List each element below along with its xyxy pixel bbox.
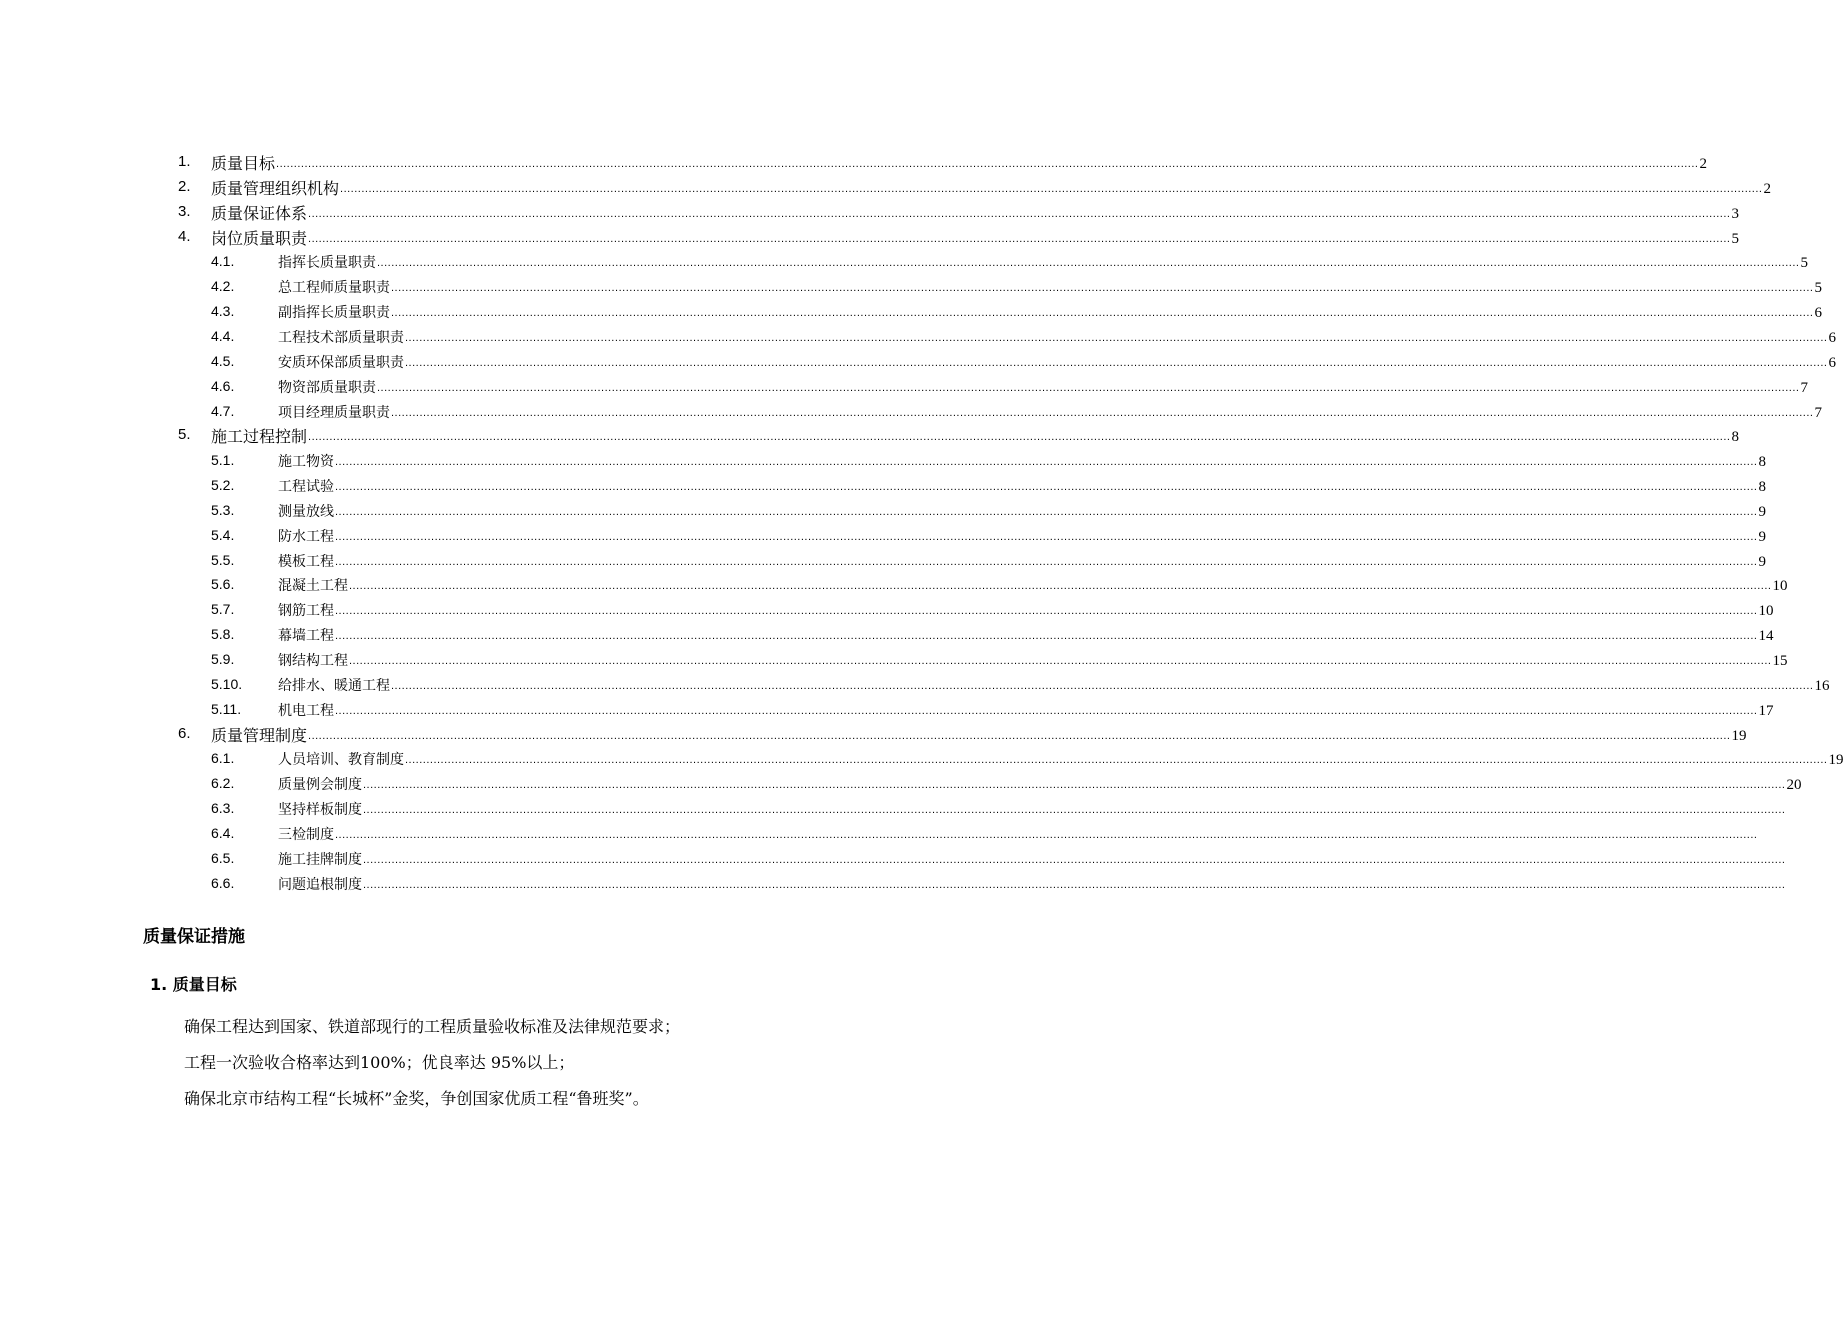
toc-entry-number: 4.4. — [211, 327, 235, 344]
toc-leader-dots: ................................................................................................................................................................................................................................................................................................................................................................................................................ — [391, 307, 1814, 320]
toc-entry-page: 10 — [1772, 578, 1788, 595]
toc-entry-number: 5.4. — [211, 526, 235, 543]
toc-entry-title: 钢结构工程 — [278, 653, 348, 669]
toc-entry[interactable] — [211, 325, 1836, 347]
toc-leader-dots: ................................................................................................................................................................................................................................................................................................................................................................................................................ — [308, 431, 1731, 444]
toc-leader-dots: ................................................................................................................................................................................................................................................................................................................................................................................................................ — [276, 158, 1699, 170]
toc-entry-title: 安质环保部质量职责 — [278, 354, 404, 371]
toc-entry-title: 三检制度 — [278, 826, 334, 843]
paragraph: 工程一次验收合格率达到100%；优良率达 95%以上； — [184, 1053, 575, 1072]
toc-entry-title: 幕墙工程 — [278, 628, 334, 645]
toc-entry-page: 6 — [1828, 329, 1836, 346]
toc-leader-dots: ................................................................................................................................................................................................................................................................................................................................................................................................................ — [349, 655, 1772, 667]
toc-entry[interactable] — [211, 573, 1788, 595]
toc-entry-title: 防水工程 — [278, 528, 334, 545]
toc-entry[interactable] — [178, 201, 1739, 223]
toc-entry-title: 模板工程 — [278, 553, 334, 570]
toc-entry-title: 指挥长质量职责 — [278, 255, 376, 272]
toc-entry[interactable] — [211, 474, 1766, 496]
toc-entry-number: 4. — [178, 227, 191, 245]
toc-entry-number: 5.10. — [211, 675, 243, 692]
toc-entry-page: 9 — [1758, 553, 1766, 570]
toc-entry-page: 14 — [1758, 628, 1774, 645]
toc-entry[interactable] — [211, 275, 1822, 297]
toc-entry[interactable] — [211, 872, 1786, 894]
toc-entry[interactable] — [178, 723, 1747, 745]
toc-entry-title: 人员培训、教育制度 — [278, 752, 404, 769]
toc-entry-number: 5.5. — [211, 551, 235, 568]
toc-entry-number: 6.1. — [211, 750, 235, 767]
toc-entry[interactable] — [211, 300, 1822, 322]
toc-entry[interactable] — [211, 797, 1786, 819]
toc-entry-number: 5.8. — [211, 626, 235, 643]
toc-entry-page: 2 — [1763, 180, 1771, 197]
toc-entry-number: 4.1. — [211, 253, 235, 270]
toc-entry-title: 施工过程控制 — [211, 427, 308, 447]
toc-entry-number: 5.3. — [211, 501, 235, 518]
toc-entry-number: 4.2. — [211, 278, 235, 295]
toc-entry-number: 5.1. — [211, 452, 235, 469]
toc-leader-dots: ................................................................................................................................................................................................................................................................................................................................................................................................................ — [335, 704, 1758, 717]
subsection-heading: 1. 质量目标 — [150, 975, 237, 994]
toc-entry-number: 5.2. — [211, 477, 235, 494]
toc-entry[interactable] — [211, 524, 1766, 546]
toc-entry-page: 5 — [1814, 280, 1822, 297]
toc-entry-page: 15 — [1772, 653, 1788, 669]
paragraph: 确保工程达到国家、铁道部现行的工程质量验收标准及法律规范要求； — [184, 1017, 681, 1036]
toc-entry-page: 19 — [1828, 752, 1843, 769]
toc-entry-title: 混凝土工程 — [278, 578, 348, 595]
toc-entry[interactable] — [211, 598, 1774, 620]
toc-entry-number: 4.7. — [211, 402, 235, 419]
toc-leader-dots: ................................................................................................................................................................................................................................................................................................................................................................................................................ — [405, 356, 1828, 369]
toc-entry-page: 10 — [1758, 603, 1774, 620]
toc-entry[interactable] — [211, 375, 1808, 397]
toc-entry[interactable] — [178, 151, 1707, 173]
toc-leader-dots: ................................................................................................................................................................................................................................................................................................................................................................................................................ — [363, 804, 1786, 817]
toc-entry-page: 3 — [1731, 205, 1739, 222]
toc-entry[interactable] — [211, 747, 1843, 769]
toc-leader-dots: ................................................................................................................................................................................................................................................................................................................................................................................................................ — [363, 779, 1786, 792]
toc-entry[interactable] — [211, 822, 1758, 844]
toc-entry-title: 岗位质量职责 — [211, 228, 308, 248]
toc-entry-page: 16 — [1814, 677, 1830, 694]
toc-leader-dots: ................................................................................................................................................................................................................................................................................................................................................................................................................ — [335, 555, 1758, 568]
toc-entry[interactable] — [211, 350, 1836, 372]
toc-entry-page: 5 — [1800, 255, 1808, 272]
toc-leader-dots: ................................................................................................................................................................................................................................................................................................................................................................................................................ — [308, 729, 1731, 742]
toc-entry-number: 5.11. — [211, 700, 242, 717]
toc-entry-title: 测量放线 — [278, 503, 334, 520]
toc-entry-title: 机电工程 — [278, 702, 334, 719]
toc-entry-page: 17 — [1758, 702, 1774, 719]
toc-entry-title: 施工挂牌制度 — [278, 851, 362, 868]
toc-entry-title: 质量管理组织机构 — [211, 178, 340, 198]
toc-leader-dots: ................................................................................................................................................................................................................................................................................................................................................................................................................ — [391, 406, 1814, 419]
toc-entry[interactable] — [178, 176, 1771, 198]
toc-entry-page: 8 — [1731, 429, 1739, 446]
toc-entry-page: 6 — [1828, 354, 1836, 371]
toc-entry[interactable] — [211, 499, 1766, 521]
toc-entry[interactable] — [211, 847, 1786, 869]
toc-leader-dots: ................................................................................................................................................................................................................................................................................................................................................................................................................ — [335, 481, 1758, 494]
toc-entry-title: 副指挥长质量职责 — [278, 305, 390, 322]
toc-leader-dots: ................................................................................................................................................................................................................................................................................................................................................................................................................ — [377, 381, 1800, 394]
toc-entry[interactable] — [211, 549, 1766, 571]
toc-leader-dots: ................................................................................................................................................................................................................................................................................................................................................................................................................ — [335, 530, 1758, 543]
toc-entry-number: 1. — [178, 153, 191, 170]
toc-entry-number: 2. — [178, 177, 191, 195]
toc-entry-page: 9 — [1758, 528, 1766, 545]
toc-leader-dots: ................................................................................................................................................................................................................................................................................................................................................................................................................ — [391, 282, 1814, 295]
toc-leader-dots: ................................................................................................................................................................................................................................................................................................................................................................................................................ — [363, 878, 1786, 891]
toc-entry-title: 施工物资 — [278, 454, 334, 471]
paragraph: 确保北京市结构工程“长城杯”金奖，争创国家优质工程“鲁班奖”。 — [184, 1089, 649, 1108]
toc-entry-title: 工程技术部质量职责 — [278, 329, 404, 346]
toc-entry-number: 6.4. — [211, 824, 235, 841]
toc-leader-dots: ................................................................................................................................................................................................................................................................................................................................................................................................................ — [405, 331, 1828, 344]
toc-leader-dots: ................................................................................................................................................................................................................................................................................................................................................................................................................ — [308, 207, 1731, 220]
toc-entry-page: 20 — [1786, 777, 1802, 794]
toc-leader-dots: ................................................................................................................................................................................................................................................................................................................................................................................................................ — [335, 605, 1758, 618]
toc-entry-title: 质量管理制度 — [211, 725, 308, 745]
toc-leader-dots: ................................................................................................................................................................................................................................................................................................................................................................................................................ — [349, 580, 1772, 593]
toc-entry-page: 19 — [1731, 727, 1747, 744]
toc-entry[interactable] — [211, 698, 1774, 720]
toc-entry-title: 项目经理质量职责 — [278, 404, 390, 421]
toc-entry-number: 6.3. — [211, 800, 235, 817]
toc-entry-page: 8 — [1758, 479, 1766, 496]
toc-entry-page: 5 — [1731, 230, 1739, 247]
toc-entry-title: 物资部质量职责 — [278, 379, 376, 396]
toc-entry-title: 质量保证体系 — [211, 203, 308, 223]
toc-entry[interactable] — [211, 623, 1774, 645]
toc-entry-title: 坚持样板制度 — [278, 802, 362, 819]
toc-entry-number: 6.2. — [211, 775, 235, 792]
toc-leader-dots: ................................................................................................................................................................................................................................................................................................................................................................................................................ — [308, 232, 1731, 245]
toc-entry[interactable] — [211, 449, 1766, 471]
toc-entry-title: 给排水、暖通工程 — [278, 677, 390, 694]
toc-entry-number: 6. — [178, 724, 191, 742]
toc-entry-number: 4.5. — [211, 352, 235, 369]
toc-entry-title: 质量目标 — [211, 154, 276, 173]
toc-entry-page: 9 — [1758, 503, 1766, 520]
toc-entry-number: 5. — [178, 426, 191, 444]
toc-leader-dots: ................................................................................................................................................................................................................................................................................................................................................................................................................ — [335, 828, 1758, 841]
section-heading: 质量保证措施 — [143, 927, 245, 947]
toc-entry[interactable] — [178, 226, 1739, 248]
toc-entry-number: 6.6. — [211, 874, 235, 891]
toc-leader-dots: ................................................................................................................................................................................................................................................................................................................................................................................................................ — [335, 630, 1758, 643]
toc-entry-number: 6.5. — [211, 849, 235, 866]
toc-entry-number: 3. — [178, 202, 191, 220]
toc-entry-number: 4.3. — [211, 303, 235, 320]
toc-entry-title: 工程试验 — [278, 479, 334, 496]
toc-entry-title: 质量例会制度 — [278, 777, 362, 794]
toc-leader-dots: ................................................................................................................................................................................................................................................................................................................................................................................................................ — [391, 679, 1814, 692]
toc-entry-title: 问题追根制度 — [278, 876, 362, 893]
toc-leader-dots: ................................................................................................................................................................................................................................................................................................................................................................................................................ — [377, 257, 1800, 270]
toc-leader-dots: ................................................................................................................................................................................................................................................................................................................................................................................................................ — [405, 754, 1828, 767]
toc-entry-number: 5.6. — [211, 576, 235, 593]
toc-entry[interactable] — [211, 400, 1822, 422]
toc-entry[interactable] — [211, 673, 1830, 695]
toc-entry[interactable] — [178, 424, 1739, 447]
toc-entry-page: 6 — [1814, 305, 1822, 322]
toc-leader-dots: ................................................................................................................................................................................................................................................................................................................................................................................................................ — [335, 505, 1758, 518]
toc-entry[interactable] — [211, 250, 1808, 272]
toc-entry-page: 7 — [1800, 379, 1808, 396]
toc-entry-number: 5.7. — [211, 601, 235, 618]
toc-entry-page: 8 — [1758, 454, 1766, 471]
toc-entry-title: 总工程师质量职责 — [278, 280, 390, 297]
toc-entry[interactable] — [211, 772, 1802, 794]
toc-entry-number: 4.6. — [211, 377, 235, 394]
toc-entry[interactable] — [211, 648, 1788, 670]
toc-entry-page: 7 — [1814, 404, 1822, 421]
toc-entry-title: 钢筋工程 — [278, 603, 334, 620]
toc-leader-dots: ................................................................................................................................................................................................................................................................................................................................................................................................................ — [340, 182, 1763, 195]
toc-entry-page: 2 — [1699, 156, 1707, 172]
toc-leader-dots: ................................................................................................................................................................................................................................................................................................................................................................................................................ — [335, 456, 1758, 469]
toc-leader-dots: ................................................................................................................................................................................................................................................................................................................................................................................................................ — [363, 853, 1786, 866]
toc-entry-number: 5.9. — [211, 651, 235, 667]
